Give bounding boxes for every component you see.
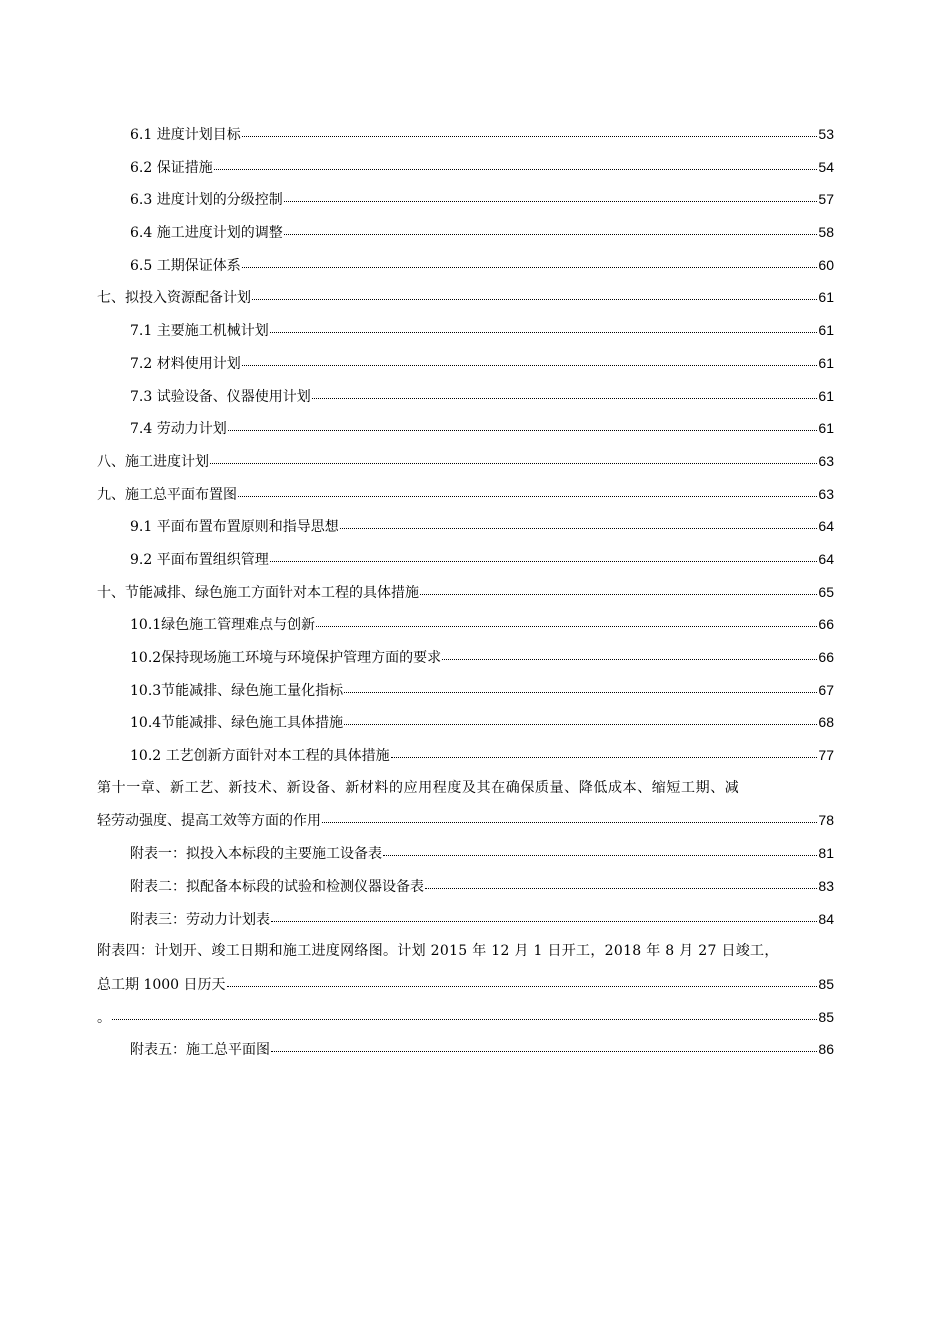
toc-entry-title: 九、施工总平面布置图 (97, 486, 237, 503)
toc-entry[interactable] (97, 118, 834, 151)
toc-entry-page: 60 (818, 256, 834, 273)
toc-entry-title: 6.5 工期保证体系 (130, 257, 241, 274)
toc-entry-page: 86 (818, 1041, 834, 1058)
toc-entry[interactable] (97, 903, 834, 936)
toc-leader-dots (316, 615, 817, 629)
toc-entry-page: 53 (818, 126, 834, 142)
toc-leader-dots (284, 223, 818, 237)
toc-entry-title: 6.2 保证措施 (130, 159, 213, 176)
toc-entry-title: 6.1 进度计划目标 (130, 127, 241, 143)
toc-entry-page: 61 (818, 420, 834, 437)
toc-leader-dots (344, 681, 817, 695)
toc-entry-page: 61 (818, 387, 834, 404)
toc-entry[interactable] (97, 183, 834, 216)
toc-entry-page: 84 (818, 910, 834, 927)
toc-entry[interactable] (97, 576, 834, 609)
toc-entry-title: 10.1绿色施工管理难点与创新 (130, 617, 316, 634)
toc-leader-dots (228, 419, 818, 433)
toc-entry-wrapped[interactable] (97, 935, 834, 1000)
toc-leader-dots (112, 1008, 817, 1022)
toc-entry-title: 附表三：劳动力计划表 (130, 911, 270, 928)
toc-entry-page: 81 (818, 845, 834, 862)
toc-entry-page: 68 (818, 714, 834, 731)
toc-leader-dots (214, 158, 818, 172)
toc-leader-dots (270, 550, 818, 564)
toc-leader-dots (271, 1040, 817, 1054)
toc-entry-page: 67 (818, 681, 834, 698)
toc-leader-dots (252, 288, 817, 302)
toc-entry-title: 附表二：拟配备本标段的试验和检测仪器设备表 (130, 878, 424, 895)
toc-entry-title: 7.4 劳动力计划 (130, 421, 227, 438)
toc-leader-dots (344, 713, 817, 727)
toc-entry-title: 6.3 进度计划的分级控制 (130, 192, 283, 209)
toc-leader-dots (284, 190, 818, 204)
toc-leader-dots (312, 387, 818, 401)
toc-entry-page: 63 (818, 485, 834, 502)
toc-entry[interactable] (97, 641, 834, 674)
toc-entry[interactable] (97, 543, 834, 576)
toc-entry-page: 85 (818, 1008, 834, 1025)
toc-entry-title: 附表一：拟投入本标段的主要施工设备表 (130, 846, 382, 863)
toc-entry-page: 54 (818, 158, 834, 175)
toc-leader-dots (322, 811, 817, 825)
toc-entry-title-line1: 附表四：计划开、竣工日期和施工进度网络图。计划 2015 年 12 月 1 日开工，2018 年 8 月 27 日竣工， (97, 943, 779, 960)
toc-entry-page: 61 (818, 322, 834, 339)
toc-entry[interactable] (97, 445, 834, 478)
toc-entry-title: 6.4 施工进度计划的调整 (130, 225, 283, 242)
toc-leader-dots (270, 321, 818, 335)
toc-entry-title: 。 (97, 1009, 111, 1026)
toc-entry-title: 9.2 平面布置组织管理 (130, 551, 269, 568)
toc-entry[interactable] (97, 706, 834, 739)
toc-entry-page: 77 (818, 747, 834, 764)
toc-entry-title: 9.1 平面布置布置原则和指导思想 (130, 519, 339, 536)
toc-leader-dots (420, 583, 817, 597)
toc-entry-page: 83 (818, 877, 834, 894)
toc-entry[interactable] (97, 151, 834, 184)
toc-leader-dots (227, 975, 818, 989)
table-of-contents (97, 118, 834, 1066)
toc-entry-title: 附表五：施工总平面图 (130, 1042, 270, 1059)
toc-entry-title-line1: 第十一章、新工艺、新技术、新设备、新材料的应用程度及其在确保质量、降低成本、缩短工期、减 (97, 779, 740, 796)
toc-leader-dots (238, 485, 817, 499)
toc-entry-title: 十、节能减排、绿色施工方面针对本工程的具体措施 (97, 584, 419, 601)
toc-leader-dots (242, 354, 818, 368)
toc-entry[interactable] (97, 314, 834, 347)
toc-entry-title: 7.3 试验设备、仪器使用计划 (130, 388, 311, 405)
toc-entry[interactable] (97, 510, 834, 543)
toc-entry[interactable] (97, 478, 834, 511)
toc-leader-dots (391, 746, 818, 760)
toc-entry[interactable] (97, 674, 834, 707)
toc-leader-dots (210, 452, 817, 466)
toc-entry[interactable] (97, 1001, 834, 1034)
toc-entry-title: 7.2 材料使用计划 (130, 355, 241, 372)
toc-leader-dots (271, 910, 817, 924)
toc-entry-title: 7.1 主要施工机械计划 (130, 323, 269, 340)
toc-leader-dots (383, 844, 817, 858)
toc-leader-dots (242, 256, 818, 270)
toc-entry-title: 八、施工进度计划 (97, 453, 209, 470)
toc-entry-title: 10.2 工艺创新方面针对本工程的具体措施 (130, 748, 390, 765)
toc-entry[interactable] (97, 347, 834, 380)
toc-entry-page: 66 (818, 649, 834, 665)
toc-entry[interactable] (97, 412, 834, 445)
toc-entry[interactable] (97, 608, 834, 641)
toc-entry-page: 58 (818, 224, 834, 241)
toc-entry-title: 10.4节能减排、绿色施工具体措施 (130, 715, 344, 732)
toc-entry-title-line2: 总工期 1000 日历天 (97, 976, 226, 993)
toc-entry[interactable] (97, 739, 834, 772)
toc-entry-page: 78 (818, 812, 834, 829)
toc-entry-page: 65 (818, 583, 834, 600)
toc-entry-page: 64 (818, 550, 834, 567)
toc-entry-page: 61 (818, 289, 834, 306)
toc-entry-page: 57 (818, 191, 834, 208)
toc-entry-page: 63 (818, 452, 834, 469)
toc-entry-title: 10.2保持现场施工环境与环境保护管理方面的要求 (130, 650, 442, 666)
toc-entry[interactable] (97, 1033, 834, 1066)
toc-entry-wrapped[interactable] (97, 772, 834, 837)
toc-entry[interactable] (97, 216, 834, 249)
toc-leader-dots (425, 877, 817, 891)
toc-entry[interactable] (97, 380, 834, 413)
toc-entry[interactable] (97, 837, 834, 870)
toc-entry-page: 64 (818, 518, 834, 535)
toc-leader-dots (242, 125, 818, 139)
toc-entry[interactable] (97, 870, 834, 903)
toc-entry-title: 10.3节能减排、绿色施工量化指标 (130, 682, 344, 699)
toc-entry-title: 七、拟投入资源配备计划 (97, 290, 251, 307)
toc-entry[interactable] (97, 249, 834, 282)
toc-leader-dots (340, 517, 818, 531)
toc-entry[interactable] (97, 281, 834, 314)
toc-entry-page: 85 (818, 975, 834, 992)
toc-entry-page: 61 (818, 354, 834, 371)
toc-leader-dots (442, 648, 817, 662)
toc-entry-page: 66 (818, 616, 834, 633)
toc-entry-title-line2: 轻劳动强度、提高工效等方面的作用 (97, 813, 321, 830)
